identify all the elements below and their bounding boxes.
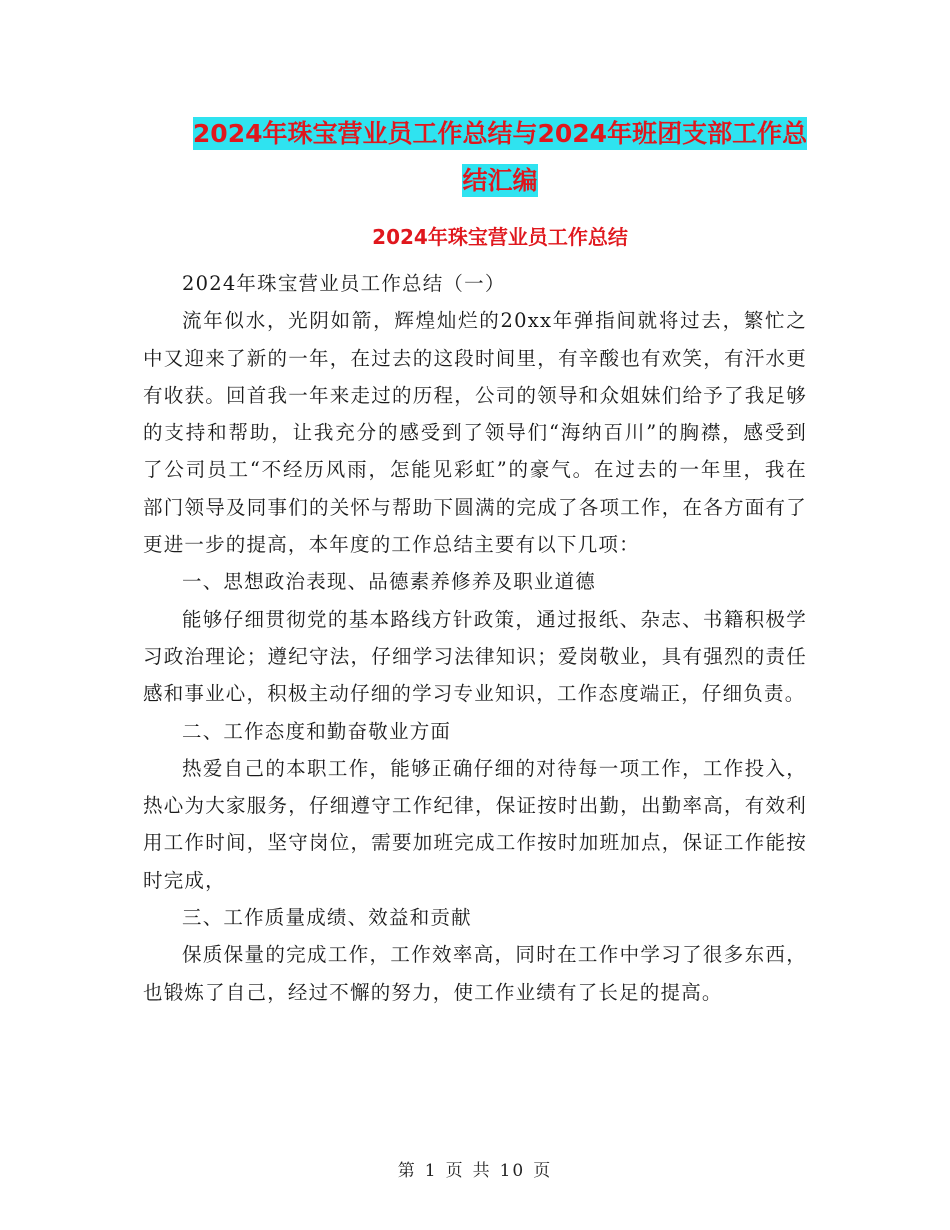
- footer-total-word: 共: [472, 1161, 492, 1181]
- heading-section-3: 三、工作质量成绩、效益和贡献: [182, 906, 472, 930]
- footer-suffix: 页: [533, 1161, 553, 1181]
- page-footer: [0, 1156, 950, 1181]
- document-title-line-1: 2024年珠宝营业员工作总结与2024年班团支部工作总: [192, 119, 808, 148]
- heading-section-1: 一、思想政治表现、品德素养修养及职业道德: [182, 570, 597, 594]
- document-title-line-2: 结汇编: [462, 166, 538, 195]
- paragraph-section-3: 保质保量的完成工作，工作效率高，同时在工作中学习了很多东西，也锻炼了自己，经过不懈的努力，使工作业绩有了长足的提高。: [143, 943, 807, 1004]
- footer-prefix: 第: [397, 1161, 417, 1181]
- document-title: [140, 110, 860, 204]
- paragraph-section-1: 能够仔细贯彻党的基本路线方针政策，通过报纸、杂志、书籍积极学习政治理论；遵纪守法，仔细学习法律知识；爱岗敬业，具有强烈的责任感和事业心，积极主动仔细的学习专业知识，工作态度端正，仔细负责。: [143, 607, 807, 706]
- paragraph-intro: 流年似水，光阴如箭，辉煌灿烂的20xx年弹指间就将过去，繁忙之中又迎来了新的一年，在过去的这段时间里，有辛酸也有欢笑，有汗水更有收获。回首我一年来走过的历程，公司的领导和众姐妹们给予了我足够的支持和帮助，让我充分的感受到了领导们“海纳百川”的胸襟，感受到了公司员工“不经历风雨，怎能见彩虹”的豪气。在过去的一年里，我在部门领导及同事们的关怀与帮助下圆满的完成了各项工作，在各方面有了更进一步的提高，本年度的工作总结主要有以下几项：: [143, 309, 807, 557]
- footer-current-page: 1: [424, 1161, 438, 1181]
- section-title: 2024年珠宝营业员工作总结: [372, 225, 628, 249]
- footer-page-word: 页: [445, 1161, 465, 1181]
- document-body: [143, 265, 807, 1011]
- paragraph-section-2: 热爱自己的本职工作，能够正确仔细的对待每一项工作，工作投入，热心为大家服务，仔细遵守工作纪律，保证按时出勤，出勤率高，有效利用工作时间，坚守岗位，需要加班完成工作按时加班加点，保证工作能按时完成，: [143, 756, 807, 892]
- footer-total-pages: 10: [499, 1161, 526, 1181]
- heading-section-2: 二、工作态度和勤奋敬业方面: [182, 719, 452, 743]
- paragraph-subtitle: 2024年珠宝营业员工作总结（一）: [182, 272, 506, 295]
